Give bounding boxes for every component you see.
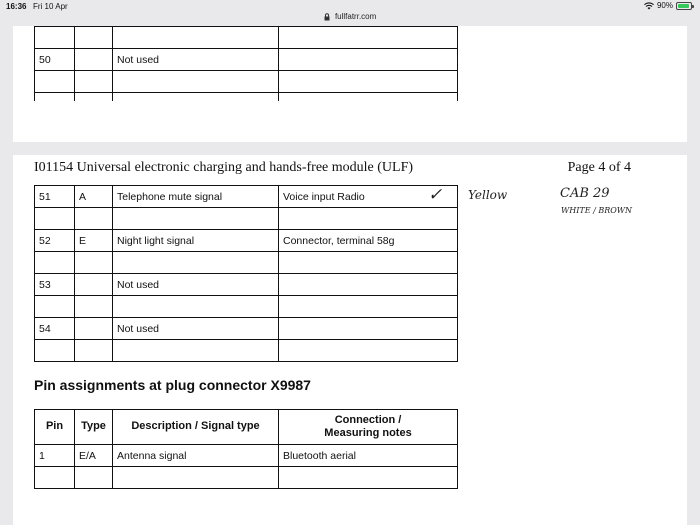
pin-cell: 53 (35, 274, 75, 296)
table-row (35, 71, 458, 93)
pin-cell: 54 (35, 318, 75, 340)
pin-cell (35, 252, 75, 274)
type-cell (75, 71, 113, 93)
connector-table (34, 409, 458, 489)
connection-cell: Connector, terminal 58g (279, 230, 458, 252)
status-date: Fri 10 Apr (33, 2, 68, 11)
connection-cell (279, 27, 458, 49)
document-title: I01154 Universal electronic charging and hands-free module (ULF) (34, 160, 414, 175)
battery-fill (678, 4, 689, 8)
connection-cell (279, 340, 458, 362)
handwritten-note-cab: CAB 29 (560, 186, 610, 201)
description-cell: Not used (113, 49, 279, 71)
header-connection-line2: Measuring notes (324, 427, 412, 439)
status-bar (0, 0, 700, 12)
description-cell (113, 340, 279, 362)
connection-cell (279, 274, 458, 296)
pin-cell (35, 71, 75, 93)
type-cell (75, 208, 113, 230)
battery-icon (676, 2, 692, 10)
pin-cell (35, 467, 75, 489)
description-cell (113, 27, 279, 49)
connection-cell: Voice input Radio (279, 186, 458, 208)
type-cell (75, 274, 113, 296)
header-type: Type (75, 410, 113, 445)
table-row (35, 318, 458, 340)
table-row (35, 230, 458, 252)
table-row (35, 49, 458, 71)
table-row (35, 296, 458, 318)
description-cell (113, 71, 279, 93)
table-row (35, 208, 458, 230)
type-cell (75, 296, 113, 318)
table-row (35, 274, 458, 296)
connection-cell (279, 296, 458, 318)
handwritten-checkmark: ✓ (428, 185, 443, 205)
pin-cell (35, 296, 75, 318)
description-cell (113, 296, 279, 318)
type-cell (75, 467, 113, 489)
document-page-3 (13, 26, 687, 142)
url-text[interactable]: fullfatrr.com (334, 12, 377, 21)
handwritten-note-yellow: Yellow (468, 188, 508, 202)
description-cell (113, 252, 279, 274)
pin-table (34, 185, 458, 362)
pin-cell: 52 (35, 230, 75, 252)
address-bar[interactable] (0, 12, 700, 26)
description-cell: Antenna signal (113, 445, 279, 467)
table-row (35, 186, 458, 208)
table-row (35, 27, 458, 49)
connection-cell (279, 49, 458, 71)
header-pin: Pin (35, 410, 75, 445)
connection-cell (279, 252, 458, 274)
type-cell (75, 340, 113, 362)
table-row (35, 340, 458, 362)
description-cell: Night light signal (113, 230, 279, 252)
connection-cell (279, 467, 458, 489)
pin-cell: 51 (35, 186, 75, 208)
header-connection-line1: Connection / (334, 413, 402, 426)
type-cell (75, 27, 113, 49)
type-cell: A (75, 186, 113, 208)
connection-cell (279, 318, 458, 340)
pin-cell (35, 27, 75, 49)
connection-cell (279, 208, 458, 230)
table-row (35, 467, 458, 489)
description-cell: Not used (113, 318, 279, 340)
connection-cell (279, 71, 458, 93)
table-row (35, 445, 458, 467)
wifi-icon (644, 2, 654, 10)
description-cell: Not used (113, 274, 279, 296)
pin-cell: 50 (35, 49, 75, 71)
type-cell: E (75, 230, 113, 252)
pin-table-continued (34, 26, 458, 101)
type-cell: E/A (75, 445, 113, 467)
type-cell (75, 49, 113, 71)
description-cell (113, 467, 279, 489)
connection-cell: Bluetooth aerial (279, 445, 458, 467)
type-cell (75, 318, 113, 340)
table-row-stub (35, 93, 458, 101)
table-header-row (35, 410, 458, 445)
pin-cell (35, 208, 75, 230)
header-connection (279, 410, 458, 445)
section-title: Pin assignments at plug connector X9987 (34, 377, 311, 393)
description-cell (113, 208, 279, 230)
lock-icon (324, 13, 330, 21)
page-indicator: Page 4 of 4 (567, 160, 631, 175)
description-cell: Telephone mute signal (113, 186, 279, 208)
handwritten-note-wire: WHITE / BROWN (561, 206, 632, 215)
table-row (35, 252, 458, 274)
pin-cell: 1 (35, 445, 75, 467)
header-description: Description / Signal type (113, 410, 279, 445)
status-time: 16:36 (6, 2, 27, 11)
status-right (644, 1, 692, 10)
pin-cell (35, 340, 75, 362)
battery-percent: 90% (656, 1, 673, 10)
document-page-4 (13, 155, 687, 525)
type-cell (75, 252, 113, 274)
